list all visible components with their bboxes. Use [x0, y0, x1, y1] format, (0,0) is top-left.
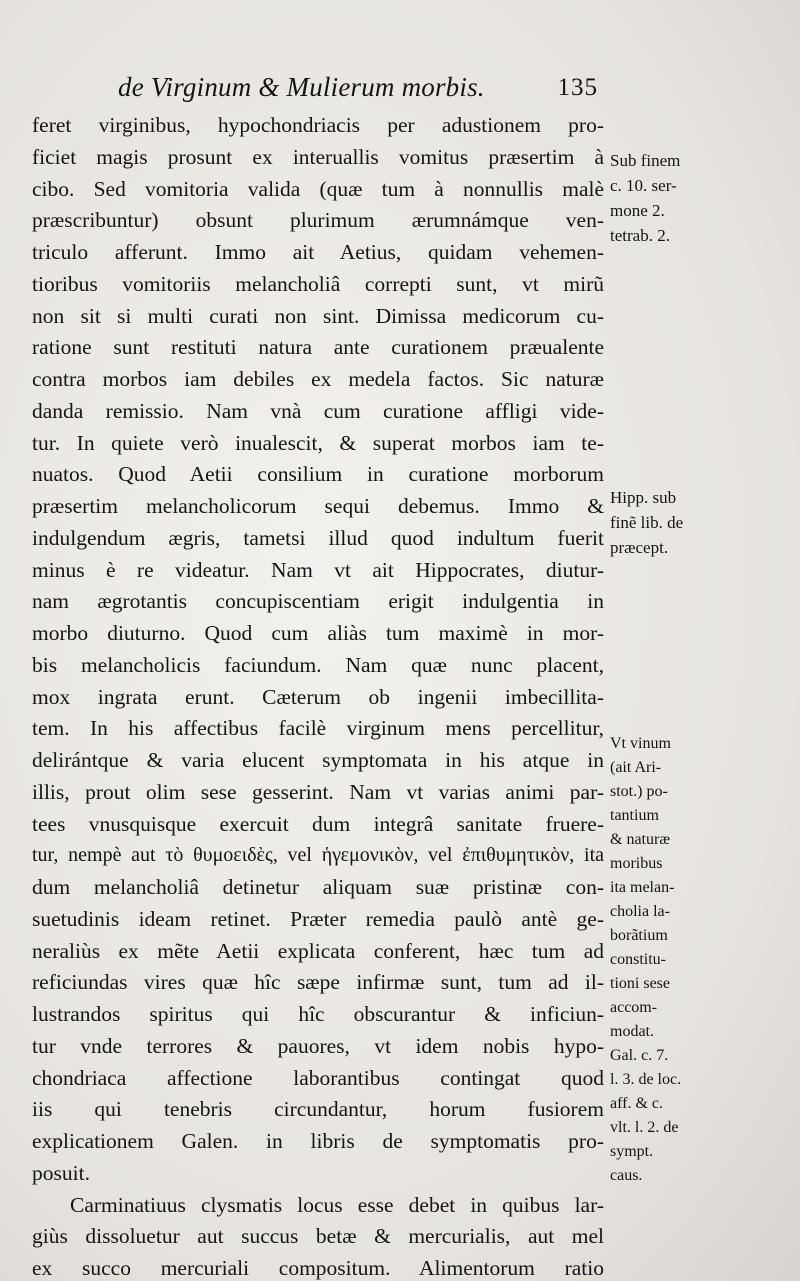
- text-line: reficiundas vires quæ hîc sæpe infirmæ sunt, tum ad il-: [32, 970, 604, 995]
- margin-note-aetius-reference: [610, 148, 800, 248]
- margin-note-line: l. 3. de loc.: [610, 1071, 682, 1088]
- body-text: [32, 110, 604, 1281]
- text-line: tur vnde terrores & pauores, vt idem nobis hypo-: [32, 1033, 604, 1058]
- text-line: cibo. Sed vomitoria valida (quæ tum à nonnullis malè: [32, 176, 604, 201]
- text-line: neraliùs ex mẽte Aetii explicata conferent, hæc tum ad: [32, 938, 604, 963]
- margin-note-line: sympt.: [610, 1143, 654, 1160]
- text-line: non sit si multi curati non sint. Dimissa medicorum cu-: [32, 303, 604, 328]
- margin-note-line: vlt. l. 2. de: [610, 1119, 679, 1136]
- text-line: minus è re videatur. Nam vt ait Hippocrates, diutur-: [32, 557, 604, 582]
- text-line: nam ægrotantis concupiscentiam erigit indulgentia in: [32, 589, 604, 614]
- margin-note-line: (ait Ari-: [610, 759, 662, 776]
- margin-note-line: caus.: [610, 1167, 643, 1184]
- text-line: feret virginibus, hypochondriacis per adustionem pro-: [32, 113, 604, 137]
- margin-note-line: Sub finem: [610, 151, 681, 170]
- text-line: præscribuntur) obsunt plurimum ærumnámque ven-: [32, 208, 604, 233]
- text-line: ficiet magis prosunt ex interuallis vomitus præsertim à: [32, 144, 604, 169]
- margin-note-line: tantium: [610, 807, 659, 824]
- text-line: tur. In quiete verò inualescit, & superat morbos iam te-: [32, 430, 604, 455]
- text-line: ratione sunt restituti natura ante curationem præualente: [32, 335, 604, 360]
- margin-note-line: finẽ lib. de: [610, 513, 684, 532]
- margin-note-line: aff. & c.: [610, 1095, 664, 1112]
- page-number: 135: [557, 74, 598, 101]
- running-head: de Virginum & Mulierum morbis.: [118, 72, 485, 102]
- text-line: nuatos. Quod Aetii consilium in curatione morborum: [32, 462, 604, 487]
- text-line: tem. In his affectibus facilè virginum mens percellitur,: [32, 716, 604, 741]
- margin-note-line: tetrab. 2.: [610, 226, 670, 245]
- text-line: triculo afferunt. Immo ait Aetius, quidam vehemen-: [32, 240, 604, 264]
- text-line: chondriaca affectione laborantibus contingat quod: [32, 1065, 604, 1090]
- text-line: dum melancholiâ detinetur aliquam suæ pristinæ con-: [32, 875, 604, 899]
- margin-note-line: ita melan-: [610, 879, 675, 896]
- text-line: giùs dissoluetur aut succus betæ & mercurialis, aut mel: [32, 1224, 604, 1249]
- margin-note-line: Vt vinum: [610, 735, 671, 752]
- text-line: bis melancholicis faciundum. Nam quæ nunc placent,: [32, 652, 604, 677]
- text-line: tees vnusquisque exercuit dum integrâ sanitate fruere-: [32, 811, 604, 836]
- text-line: indulgendum ægris, tametsi illud quod indultum fuerit: [32, 525, 604, 550]
- text-line: danda remissio. Nam vnà cum curatione affligi vide-: [32, 398, 604, 423]
- margin-note-line: Gal. c. 7.: [610, 1047, 669, 1064]
- text-line: tioribus vomitoriis melancholiâ correpti sunt, vt mirũ: [32, 271, 604, 296]
- text-line: tur, nempè aut τὸ θυμοειδὲς, vel ἡγεμονικὸν, vel ἐπιθυμητικὸν, ita: [32, 844, 604, 867]
- text-line: delirántque & varia elucent symptomata in his atque in: [32, 748, 604, 772]
- margin-note-line: cholia la-: [610, 903, 670, 920]
- text-line: posuit.: [32, 1160, 90, 1185]
- margin-note-line: moribus: [610, 855, 663, 872]
- margin-note-aristotle-galen-reference: [610, 732, 800, 1188]
- margin-note-line: tioni sese: [610, 975, 670, 992]
- text-line: Carminatiuus clysmatis locus esse debet in quibus lar-: [70, 1192, 604, 1217]
- margin-note-line: modat.: [610, 1023, 654, 1040]
- margin-note-line: stot.) po-: [610, 783, 668, 800]
- text-line: mox ingrata erunt. Cæterum ob ingenii imbecillita-: [32, 684, 604, 709]
- margin-note-line: c. 10. ser-: [610, 176, 677, 195]
- margin-note-line: Hipp. sub: [610, 488, 677, 507]
- text-line: contra morbos iam debiles ex medela factos. Sic naturæ: [32, 367, 604, 391]
- text-line: morbo diuturno. Quod cum aliàs tum maximè in mor-: [32, 621, 604, 645]
- text-line: lustrandos spiritus qui hîc obscurantur & inficiun-: [32, 1002, 604, 1026]
- margin-note-line: accom-: [610, 999, 658, 1016]
- margin-note-line: borãtium: [610, 927, 668, 944]
- margin-note-line: & naturæ: [610, 831, 670, 848]
- margin-note-line: mone 2.: [610, 201, 665, 220]
- page-header: [118, 72, 598, 108]
- text-line: ex succo mercuriali compositum. Alimentorum ratio: [32, 1256, 604, 1280]
- margin-note-line: præcept.: [610, 538, 669, 557]
- text-line: explicationem Galen. in libris de symptomatis pro-: [32, 1129, 604, 1153]
- text-line: illis, prout olim sese gesserint. Nam vt varias animi par-: [32, 779, 604, 804]
- text-line: iis qui tenebris circundantur, horum fusiorem: [32, 1097, 604, 1122]
- margin-note-line: constitu-: [610, 951, 666, 968]
- text-line: præsertim melancholicorum sequi debemus. Immo &: [32, 494, 604, 518]
- margin-note-hippocrates-reference: [610, 485, 800, 560]
- text-line: suetudinis ideam retinet. Præter remedia paulò antè ge-: [32, 906, 604, 931]
